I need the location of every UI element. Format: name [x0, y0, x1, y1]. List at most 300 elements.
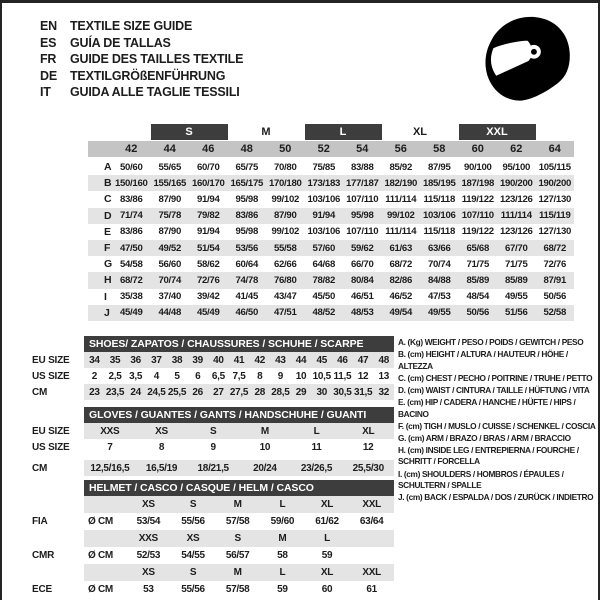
shoes-title: SHOES/ ZAPATOS / CHAUSSURES / SCHUHE / SCARPE	[89, 338, 364, 350]
measurement-cell: 49/55	[427, 307, 451, 319]
shoe-us-size: 11,5	[333, 370, 352, 382]
measurement-cell: 57/60	[312, 242, 335, 254]
helmet-row	[32, 564, 394, 581]
row-strip	[84, 439, 394, 455]
glove-cm-size: 23/26,5	[300, 462, 333, 474]
size-number: 62	[510, 143, 523, 155]
shoe-cm-size: 23	[89, 386, 100, 398]
row-letter: B	[104, 177, 112, 190]
helmet-size-label: L	[279, 567, 286, 578]
standard-label: ECE	[32, 584, 52, 595]
measurement-cell: 127/130	[538, 193, 572, 205]
measurement-cell: 115/118	[423, 193, 456, 205]
size-number: 58	[433, 143, 446, 155]
diameter-label: Ø CM	[88, 516, 113, 527]
measurement-cell: 80/84	[350, 274, 374, 286]
measurement-cell: 62/66	[273, 258, 297, 270]
helmet-size-label: M	[233, 567, 242, 578]
shoe-cm-size: 26	[192, 386, 203, 398]
shoe-us-size: 4	[153, 370, 159, 382]
row-label-empty	[32, 564, 84, 581]
guide-title: TEXTILGRÖßENFÜHRUNG	[70, 68, 226, 83]
measurement-cell: 72/76	[543, 258, 566, 270]
measurement-cell: 103/106	[422, 210, 456, 222]
measurement-cell: 165/175	[230, 177, 264, 189]
shoe-us-size: 12	[357, 370, 369, 382]
helmet-size-label: XXL	[362, 567, 381, 578]
helmet-cm-value: 58	[277, 550, 288, 561]
helmet-icon	[479, 15, 576, 107]
cm-label: CM	[32, 386, 48, 398]
measurement-row	[88, 289, 574, 305]
size-row	[32, 480, 394, 496]
size-row	[32, 336, 394, 352]
measurement-cell: 127/130	[538, 226, 572, 238]
measurement-cell: 56/60	[158, 258, 181, 270]
measurement-cell: 60/64	[235, 258, 258, 270]
shoe-us-size: 13	[378, 370, 389, 382]
shoe-eu-size: 35	[109, 354, 121, 366]
guide-title: TEXTILE SIZE GUIDE	[70, 19, 193, 33]
helmet-row	[32, 547, 394, 564]
measurement-cell: 170/180	[268, 177, 302, 189]
measurement-cell: 52/58	[543, 307, 566, 319]
size-group-spacer	[88, 124, 151, 140]
measurement-cell: 60/70	[196, 161, 220, 173]
row-strip	[84, 530, 394, 547]
measurement-cell: 58/62	[196, 258, 220, 270]
measurement-cell: 103/106	[307, 193, 341, 205]
helmet-size-label: L	[324, 533, 330, 544]
glove-cm-size: 16,5/19	[145, 462, 178, 474]
legend-item: A. (Kg) WEIGHT / PESO / POIDS / GEWITCH / PESO	[398, 337, 584, 347]
shoe-cm-size: 24	[130, 386, 141, 398]
measurement-cell: 123/126	[499, 193, 533, 205]
measurement-cell: 45/49	[196, 307, 220, 319]
measurement-cell: 43/47	[273, 291, 297, 303]
row-strip	[84, 407, 394, 423]
glove-us-size: 9	[210, 441, 216, 453]
measurement-row	[88, 240, 574, 256]
measurement-cell: 190/200	[499, 177, 533, 189]
shoe-cm-size: 23,5	[105, 386, 125, 398]
measurement-cell: 65/75	[235, 161, 258, 173]
size-row	[32, 407, 394, 423]
size-number: 46	[202, 143, 215, 155]
helmet-cm-value: 55/56	[181, 584, 205, 595]
helmet-size-label	[349, 530, 394, 547]
shoes-size-table	[32, 336, 394, 400]
measurement-cell: 68/72	[543, 242, 566, 254]
measurement-cell: 187/198	[461, 177, 495, 189]
size-row	[32, 439, 394, 455]
measurement-cell: 39/42	[196, 291, 220, 303]
size-row	[32, 368, 394, 384]
measurement-cell: 65/68	[466, 242, 489, 254]
diameter-spacer	[84, 564, 126, 581]
diameter-spacer	[84, 496, 126, 513]
measurement-legend	[398, 337, 600, 504]
textile-size-table	[88, 124, 574, 321]
helmet-cm-value: 53	[143, 584, 154, 595]
measurement-cell: 66/70	[350, 258, 374, 270]
shoe-us-size: 10,5	[312, 370, 331, 382]
guide-title: GUIDE DES TAILLES TEXTILE	[70, 52, 244, 66]
measurement-cell: 111/114	[385, 226, 417, 238]
diameter-label: Ø CM	[88, 584, 113, 595]
measurement-cell: 74/78	[235, 274, 258, 286]
row-strip	[84, 480, 394, 496]
measurement-cell: 111/114	[500, 210, 532, 222]
measurement-cell: 53/56	[235, 242, 258, 254]
glove-us-size: 11	[311, 441, 322, 453]
shoe-cm-size: 28,5	[271, 386, 290, 398]
helmet-cm-value: 59/60	[270, 516, 295, 527]
shoe-cm-size: 30	[316, 386, 327, 398]
shoe-us-size: 9	[277, 370, 284, 382]
glove-eu-size: S	[209, 425, 217, 437]
shoe-cm-size: 31,5	[353, 386, 373, 398]
row-letter: I	[104, 290, 107, 303]
language-code: EN	[40, 19, 57, 33]
size-number: 48	[240, 143, 253, 155]
row-strip	[84, 423, 394, 439]
legend-item: E. (cm) HIP / CADERA / HANCHE / HÜFTE / HIPS / BACINO	[398, 396, 576, 419]
measurement-cell: 78/82	[312, 274, 335, 286]
helmet-size-label: L	[279, 499, 286, 510]
row-label-empty	[32, 336, 84, 352]
measurement-cell: 185/195	[422, 177, 456, 189]
size-row	[32, 460, 394, 476]
helmet-cm-value: 60	[321, 584, 333, 595]
helmet-cm-value: 54/55	[181, 550, 205, 561]
legend-item: C. (cm) CHEST / PECHO / POITRINE / TRUHE / PETTO	[398, 372, 593, 383]
measurement-cell: 48/53	[350, 307, 374, 319]
us-size-label: US SIZE	[32, 370, 70, 382]
measurement-cell: 37/40	[158, 291, 181, 303]
measurement-cell: 50/56	[466, 307, 489, 319]
legend-item: B. (cm) HEIGHT / ALTURA / HAUTEUR / HÖHE / ALTEZZA	[398, 349, 568, 371]
row-strip	[84, 352, 394, 368]
shoe-cm-size: 25,5	[167, 386, 187, 398]
language-code: ES	[40, 35, 57, 50]
measurement-cell: 59/62	[350, 242, 374, 254]
shoe-eu-size: 48	[378, 354, 389, 366]
shoe-cm-size: 32	[378, 386, 389, 398]
shoe-cm-size: 27	[213, 386, 224, 398]
measurement-cell: 87/91	[543, 274, 566, 286]
row-strip	[84, 336, 394, 352]
measurement-cell: 85/92	[389, 161, 412, 173]
language-row	[40, 18, 243, 35]
row-label-empty	[32, 407, 84, 423]
size-row	[32, 352, 394, 368]
row-strip	[84, 368, 394, 384]
measurement-cell: 107/110	[346, 193, 379, 205]
measurement-cell: 71/75	[504, 258, 528, 270]
measurement-cell: 82/86	[389, 274, 412, 286]
shoe-cm-size: 29	[295, 386, 307, 398]
size-group-xl: XL	[412, 126, 428, 138]
row-letter: G	[104, 258, 113, 271]
helmet-cm-value: 57/58	[225, 584, 250, 595]
letter-column-spacer	[88, 141, 112, 157]
size-number-row	[88, 141, 574, 157]
measurement-cell: 83/86	[235, 210, 258, 222]
measurement-cell: 99/102	[271, 226, 300, 238]
measurement-row	[88, 272, 574, 288]
measurement-cell: 45/50	[312, 291, 335, 303]
measurement-cell: 111/114	[385, 193, 417, 205]
measurement-row	[88, 191, 574, 207]
helmet-cm-value: 61	[366, 584, 377, 595]
language-code: IT	[40, 85, 51, 99]
measurement-cell: 44/48	[158, 307, 181, 319]
shoe-eu-size: 37	[151, 354, 162, 366]
shoe-cm-size: 28	[254, 386, 265, 398]
measurement-cell: 177/187	[345, 177, 379, 189]
glove-eu-size: M	[260, 425, 269, 437]
glove-us-size: 10	[259, 441, 271, 453]
measurement-cell: 85/89	[466, 274, 489, 286]
glove-us-size: 12	[362, 441, 374, 453]
standard-label: CMR	[32, 550, 55, 561]
measurement-cell: 49/54	[389, 307, 412, 319]
shoe-eu-size: 40	[213, 354, 224, 366]
measurement-cell: 190/200	[538, 177, 572, 189]
glove-cm-size: 12,5/16,5	[90, 462, 130, 474]
measurement-cell: 68/72	[389, 258, 412, 270]
measurement-cell: 49/52	[158, 242, 181, 254]
measurement-cell: 46/52	[389, 291, 412, 303]
glove-us-size: 8	[158, 441, 165, 453]
shoe-cm-size: 30,5	[333, 386, 352, 398]
measurement-cell: 63/66	[427, 242, 451, 254]
legend-item: J. (cm) BACK / ESPALDA / DOS / ZURÜCK / INDIETRO	[398, 492, 594, 503]
language-row	[40, 35, 243, 52]
measurement-cell: 47/51	[273, 307, 297, 319]
language-code: DE	[40, 68, 57, 83]
measurement-cell: 55/58	[273, 242, 297, 254]
helmet-size-label: XL	[320, 499, 334, 510]
measurement-cell: 91/94	[196, 226, 220, 238]
measurement-cell: 150/160	[114, 177, 148, 189]
legend-item: F. (cm) TIGH / MUSLO / CUISSE / SCHENKEL / COSCIA	[398, 420, 596, 431]
helmet-cm-value: 59	[277, 584, 288, 595]
helmet-row	[32, 496, 394, 513]
eu-size-label: EU SIZE	[32, 354, 70, 366]
measurement-cell: 64/68	[312, 258, 335, 270]
measurement-cell: 47/50	[119, 242, 143, 254]
row-strip	[84, 564, 394, 581]
glove-eu-size: XXS	[100, 425, 120, 437]
measurement-cell: 48/52	[312, 307, 335, 319]
shoe-cm-size: 27,5	[229, 386, 249, 398]
size-group-s: S	[151, 124, 228, 140]
measurement-cell: 123/126	[499, 226, 533, 238]
helmet-size-label: S	[189, 499, 197, 510]
language-code: FR	[40, 52, 57, 66]
measurement-cell: 91/94	[196, 193, 220, 205]
helmet-size-label: XL	[320, 567, 334, 578]
shoe-eu-size: 43	[275, 354, 286, 366]
size-row	[32, 423, 394, 439]
legend-item: G. (cm) ARM / BRAZO / BRAS / ARM / BRACCIO	[398, 432, 571, 443]
measurement-cell: 50/56	[543, 291, 566, 303]
helmet-row	[32, 581, 394, 598]
size-number: 44	[163, 143, 176, 155]
row-label-empty	[32, 480, 84, 496]
helmet-row	[32, 530, 394, 547]
size-group-l: L	[305, 124, 382, 140]
measurement-cell: 50/60	[119, 161, 143, 173]
glove-eu-size: L	[313, 425, 320, 437]
helmet-cm-value	[349, 547, 394, 564]
row-letter: J	[104, 306, 110, 319]
row-strip	[84, 513, 394, 530]
measurement-cell: 68/72	[119, 274, 143, 286]
measurement-cell: 91/94	[312, 210, 335, 222]
shoe-eu-size: 44	[295, 354, 307, 366]
measurement-cell: 115/118	[423, 226, 456, 238]
size-group-xxl: XXL	[459, 124, 536, 140]
legend-item: H. (cm) INSIDE LEG / ENTREPIERNA / FOURCHE / SCHRITT / FORCELLA	[398, 444, 579, 467]
measurement-cell: 71/74	[119, 210, 143, 222]
measurement-row	[88, 256, 574, 272]
helmet-size-label: XXS	[138, 533, 158, 544]
row-strip	[84, 547, 394, 564]
helmet-size-label: XS	[141, 499, 155, 510]
measurement-cell: 76/80	[273, 274, 297, 286]
measurement-row	[88, 224, 574, 240]
measurement-cell: 95/98	[235, 193, 258, 205]
helmet-size-label: M	[278, 533, 287, 544]
measurement-cell: 71/75	[466, 258, 489, 270]
measurement-cell: 70/74	[158, 274, 181, 286]
size-row	[32, 384, 394, 400]
measurement-cell: 99/102	[386, 210, 415, 222]
measurement-cell: 51/54	[196, 242, 220, 254]
helmet-size-label: M	[233, 499, 242, 510]
shoe-us-size: 2,5	[108, 370, 122, 382]
helmet-size-label: XXL	[362, 499, 381, 510]
shoe-eu-size: 42	[254, 354, 265, 366]
measurement-cell: 75/85	[312, 161, 335, 173]
glove-us-size: 7	[107, 441, 113, 453]
measurement-cell: 90/100	[463, 161, 492, 173]
measurement-cell: 115/119	[538, 210, 571, 222]
shoe-us-size: 6	[195, 370, 201, 382]
measurement-cell: 87/90	[158, 226, 181, 238]
measurement-cell: 41/45	[235, 291, 258, 303]
row-letter: D	[104, 209, 112, 222]
diameter-spacer	[84, 530, 126, 547]
size-number: 50	[279, 143, 292, 155]
shoe-eu-size: 39	[192, 354, 203, 366]
measurement-cell: 70/80	[273, 161, 297, 173]
language-row	[40, 51, 243, 68]
measurement-cell: 103/106	[307, 226, 341, 238]
helmet-size-table	[32, 480, 394, 598]
helmet-cm-value: 53/54	[136, 516, 161, 527]
glove-cm-size: 25,5/30	[352, 462, 384, 474]
shoe-us-size: 3,5	[129, 370, 143, 382]
measurement-row	[88, 305, 574, 321]
helmet-size-label: S	[234, 533, 241, 544]
gloves-title: GLOVES / GUANTES / GANTS / HANDSCHUHE / GUANTI	[89, 409, 367, 421]
measurement-cell: 99/102	[271, 193, 300, 205]
measurement-cell: 51/56	[504, 307, 528, 319]
shoe-us-size: 7,5	[232, 370, 246, 382]
measurement-cell: 87/90	[273, 210, 297, 222]
row-label-empty	[32, 496, 84, 513]
measurement-row	[88, 208, 574, 224]
glove-eu-size: XS	[155, 425, 168, 437]
measurement-cell: 70/74	[427, 258, 451, 270]
helmet-row	[32, 513, 394, 530]
measurement-cell: 84/88	[427, 274, 451, 286]
measurement-cell: 107/110	[346, 226, 379, 238]
size-number: 64	[548, 143, 561, 155]
measurement-cell: 79/82	[196, 210, 220, 222]
shoe-eu-size: 47	[357, 354, 369, 366]
helmet-cm-value: 52/53	[136, 550, 161, 561]
size-number: 54	[356, 143, 369, 155]
glove-cm-size: 20/24	[253, 462, 277, 474]
helmet-cm-value: 61/62	[315, 516, 339, 527]
shoe-eu-size: 46	[337, 354, 348, 366]
helmet-cm-value: 56/57	[225, 550, 250, 561]
shoe-us-size: 2	[91, 370, 97, 382]
measurement-cell: 61/63	[389, 242, 412, 254]
language-row	[40, 68, 243, 85]
measurement-cell: 48/54	[466, 291, 489, 303]
measurement-cell: 47/53	[427, 291, 451, 303]
size-number: 42	[125, 143, 138, 155]
measurement-cell: 95/98	[235, 226, 258, 238]
visor-pivot-dot	[531, 49, 537, 55]
legend-item: D. (cm) WAIST / CINTURA / TAILLE / HÜFTUNG / VITA	[398, 384, 590, 395]
standard-label: FIA	[32, 516, 48, 527]
shoe-us-size: 6,5	[211, 370, 225, 382]
measurement-cell: 83/86	[119, 226, 143, 238]
size-group-row	[88, 124, 574, 140]
measurement-cell: 182/190	[384, 177, 418, 189]
row-strip	[84, 581, 394, 598]
measurement-cell: 105/115	[538, 161, 571, 173]
guide-title: GUÍA DE TALLAS	[70, 35, 171, 50]
measurement-cell: 83/88	[350, 161, 374, 173]
shoe-eu-size: 45	[316, 354, 327, 366]
measurement-cell: 83/86	[119, 193, 143, 205]
measurement-cell: 87/95	[427, 161, 451, 173]
row-letter: H	[104, 274, 112, 287]
size-group-m: M	[261, 126, 271, 138]
cm-label: CM	[32, 462, 48, 474]
measurement-cell: 55/65	[158, 161, 181, 173]
measurement-cell: 85/89	[504, 274, 528, 286]
shoe-us-size: 5	[174, 370, 180, 382]
helmet-cm-value: 55/56	[181, 516, 205, 527]
row-letter: E	[104, 225, 112, 238]
helmet-size-label: XS	[141, 567, 155, 578]
shoe-eu-size: 41	[233, 354, 245, 366]
measurement-cell: 75/78	[158, 210, 181, 222]
shoe-eu-size: 36	[130, 354, 141, 366]
language-title-list	[40, 18, 243, 101]
glove-eu-size: XL	[362, 425, 375, 437]
size-number: 60	[471, 143, 484, 155]
